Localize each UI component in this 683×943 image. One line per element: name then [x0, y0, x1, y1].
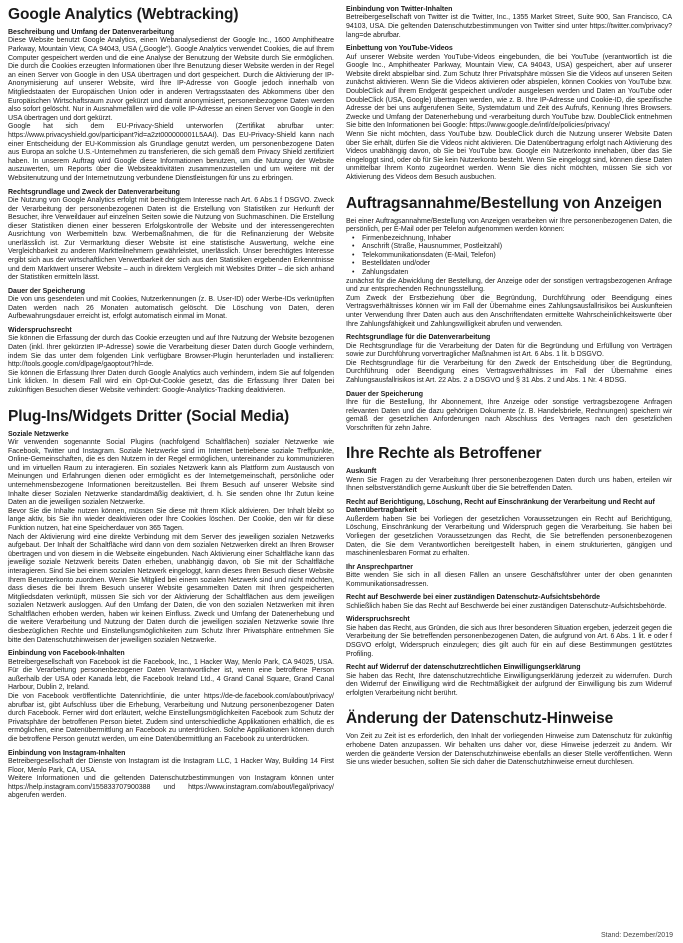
subheading: Rechtsgrundlage und Zweck der Datenverarbeitung	[8, 188, 180, 196]
subheading: Dauer der Speicherung	[8, 287, 86, 295]
left-column	[8, 6, 334, 801]
subheading: Ihr Ansprechpartner	[346, 563, 414, 571]
section-title-rechte: Ihre Rechte als Betroffener	[346, 445, 542, 463]
paragraph: Weitere Informationen und die geltenden Datenschutzbestimmungen von Instagram können unter https://help.instagram.com/155833707900388 und https://www.instagram.com/about/legal/privacy/ abgerufen werden.	[8, 775, 334, 800]
paragraph: Diese Website benutzt Google Analytics, einen Webanalysedienst der Google Inc., 1600 Amphitheatre Parkway, Mountain View, CA 94043, USA („Google"). Google Analytics verwendet Cookies, die auf Ihrem Computer gespeichert werden und die eine Analyse der Benutzung der Website durch Sie ermöglichen. Die durch die Cookies erzeugten Informationen über Ihre Benutzung dieser Website werden in der Regel an einen Server von Google in den USA übertragen und dort gespeichert. Durch die Aktivierung der IP-Anonymisierung auf unserer Website, wird Ihre IP-Adresse von Google jedoch innerhalb von Mitgliedstaaten der Europäischen Union oder in anderen Vertragsstaaten des Abkommens über den Europäischen Wirtschaftsraum zuvor gekürzt und damit anonymisiert, personenbezogene Daten werden also sofort gelöscht. Nur in Ausnahmefällen wird die volle IP-Adresse an einen Server von Google in den USA übertragen und dort gekürzt.	[8, 37, 334, 122]
paragraph: Sie können die Erfassung Ihrer Daten durch Google Analytics auch verhindern, indem Sie auf folgenden Link klicken. In diesem Fall wird ein Opt-Out-Cookie gesetzt, das die Erfassung Ihrer Daten bei zukünftigen Besuchen dieser Website verhindert: Google-Analytics-Tracking deaktivieren.	[8, 369, 334, 394]
subheading: Widerspruchsrecht	[346, 616, 410, 624]
paragraph: Bitte wenden Sie sich in all diesen Fällen an unsere Geschäftsführer unter der oben genannten Kommunikationsadressen.	[346, 572, 672, 588]
paragraph: Sie können die Erfassung der durch das Cookie erzeugten und auf Ihre Nutzung der Website bezogenen Daten (inkl. Ihrer gekürzten IP-Adresse) sowie die Verarbeitung dieser Daten durch Google verhindern, indem Sie das unter dem folgenden Link verfügbare Browser-Plugin herunterladen und installieren: http://tools.google.com/dlpage/gaoptout?hl=de.	[8, 335, 334, 369]
paragraph: Google hat sich dem EU-Privacy-Shield unterworfen (Zertifikat abrufbar unter: https://www.privacyshield.gov/participant?id=a2zt000000001L5AAI). Das EU-Privacy-Shield kann nach einer Entscheidung der EU-Kommission als Grundlage genutzt werden, um personenbezogene Daten aus Europa an solche U.S.-Unternehmen zu transferieren, die sich gemäß dem Privacy Shield zertifiziert haben. In unserem Auftrag wird Google diese Informationen benutzen, um die Nutzung der Website auszuwerten, um Reports über die Websiteaktivitäten zusammenzustellen und um weitere mit der Websitenutzung und der Internetnutzung verbundene Dienstleistungen für uns zu erbringen.	[8, 123, 334, 182]
section-title-social-media: Plug-Ins/Widgets Dritter (Social Media)	[8, 407, 290, 425]
section-title-auftragsannahme: Auftragsannahme/Bestellung von Anzeigen	[346, 194, 662, 212]
revision-date: Stand: Dezember/2019	[601, 932, 673, 939]
right-column	[346, 6, 672, 768]
paragraph: Die von uns gesendeten und mit Cookies, Nutzerkennungen (z. B. User-ID) oder Werbe-IDs verknüpften Daten werden nach 26 Monaten automatisch gelöscht. Die Löschung von Daten, deren Aufbewahrungsdauer erreicht ist, erfolgt automatisch einmal im Monat.	[8, 296, 334, 321]
paragraph: Betreibergesellschaft von Twitter ist die Twitter, Inc., 1355 Market Street, Suite 900, San Francisco, CA 94103, USA. Die geltenden Datenschutzbestimmungen von Twitter sind unter https://twitter.com/privacy?lang=de abrufbar.	[346, 14, 672, 39]
paragraph: Die Rechtsgrundlage für die Verarbeitung der Daten für die Begründung und Erfüllung von Verträgen sowie zur Durchführung vorvertraglicher Maßnahmen ist Art. 6 Abs. 1 lit. b DSGVO.	[346, 342, 672, 359]
subheading: Beschreibung und Umfang der Datenverarbeitung	[8, 29, 175, 36]
subheading: Einbettung von YouTube-Videos	[346, 45, 453, 53]
subheading: Rechtsgrundlage für die Datenverarbeitung	[346, 334, 491, 342]
paragraph: zunächst für die Abwicklung der Bestellung, der Anzeige oder der sonstigen vertragsbezogenen Anfrage und zur entsprechenden Rechnungsstellung.	[346, 277, 672, 294]
subheading: Soziale Netzwerke	[8, 430, 69, 438]
paragraph: Nach der Aktivierung wird eine direkte Verbindung mit dem Server des jeweiligen sozialen Netzwerks aufgebaut. Der Inhalt der Schaltfläche wird dann von dem sozialen Netzwerken direkt an Ihren Browser übertragen und von diesem in die Webseite eingebunden. Nach Aktivierung einer Schaltfläche kann das jeweilige soziale Netzwerk bereits Daten erheben, unabhängig davon, ob Sie mit der Schaltfläche interagieren. Sind Sie bei einem sozialen Netzwerk eingeloggt, kann dieses Ihren Besuch dieser Website Ihrem Benutzerkonto zuordnen. Wenn Sie Mitglied bei einem sozialen Netzwerk sind und nicht möchten, dass dieses die bei Ihrem Besuch unserer Website gesammelten Daten mit Ihren gespeicherten Mitgliedsdaten verknüpft, müssen Sie sich vor der Aktivierung der Schaltflächen aus dem jeweiligen sozialen Netzwerk ausloggen. Auf den Umfang der Daten, die von den sozialen Netzwerken mit ihren Schaltflächen erhoben werden, haben wir keinen Einfluss. Zweck und Umfang der Datenerhebung und die weitere Verarbeitung und Nutzung der Daten durch die jeweiligen sozialen Netzwerke sowie Ihre diesbezüglichen Rechte und Einstellungsmöglichkeiten zum Schutz Ihrer Privatsphäre entnehmen Sie bitte den Datenschutzhinweisen der jeweiligen sozialen Netzwerke.	[8, 533, 334, 644]
data-category-list	[346, 235, 672, 278]
paragraph: Wenn Sie Fragen zu der Verarbeitung Ihrer personenbezogenen Daten durch uns haben, erteilen wir Ihnen selbstverständlich gerne Auskunft über die Sie betreffenden Daten.	[346, 476, 672, 493]
subheading: Recht auf Widerruf der datenschutzrechtlichen Einwilligungserklärung	[346, 664, 581, 672]
paragraph: Wenn Sie nicht möchten, dass YouTube bzw. DoubleClick durch die Nutzung unserer Website Daten über Sie erhält, dürfen Sie die Videos nicht aktivieren. Die Datenübertragung erfolgt nach Aktivierung des Videos unabhängig davon, ob Sie bei YouTube bzw. Google ein Nutzerkonto innehaben, über das Sie eingeloggt sind, oder ob für Sie kein Nutzerkonto besteht. Wenn Sie eingeloggt sind, können diese Daten unmittelbar Ihrem Konto zugeordnet werden. Wenn Sie dies nicht möchten, müssen Sie sich vor Aktivierung des Videos dem Besuch ausbuchen.	[346, 130, 672, 181]
paragraph: Sie haben das Recht, Ihre datenschutzrechtliche Einwilligungserklärung jederzeit zu widerrufen. Durch den Widerruf der Einwilligung wird die Rechtmäßigkeit der aufgrund der Einwilligung bis zum Widerruf erfolgten Verarbeitung nicht berührt.	[346, 672, 672, 697]
paragraph: Ihre für die Bestellung, Ihr Abonnement, Ihre Anzeige oder sonstige vertragsbezogene Anfragen relevanten Daten und die dazu gehörigen Dokumente (z. B. Handelsbriefe, Rechnungen) speichern wir gemäß der gesetzlichen Anforderungen nach Abschluss des Vertrages nach den gesetzlichen Vorschriften für zehn Jahre.	[346, 399, 672, 432]
subheading: Widerspruchsrecht	[8, 327, 72, 335]
paragraph: Bevor Sie die Inhalte nutzen können, müssen Sie diese mit Ihrem Klick aktivieren. Der Inhalt bleibt so lange aktiv, bis Sie ihn wieder deaktivieren oder Ihre Cookies löschen. Der Cookie, den wir für diese Funktion nutzen, hat eine Speicherdauer von 365 Tagen.	[8, 507, 334, 532]
subheading: Recht auf Beschwerde bei einer zuständigen Datenschutz-Aufsichtsbehörde	[346, 594, 600, 602]
list-item: • Anschrift (Straße, Hausnummer, Postleitzahl)	[362, 243, 672, 252]
paragraph: Wir verwenden sogenannte Social Plugins (nachfolgend Schaltflächen) sozialer Netzwerke wie Facebook, Twitter und Instagram. Soziale Netzwerke sind im Internet betriebene soziale Treffpunkte, Online-Gemeinschaften, die es den Nutzern in der Regel ermöglichen, untereinander zu kommunizieren und im virtuellen Raum zu interagieren. Ein soziales Netzwerk kann als Plattform zum Austausch von Meinungen und Erfahrungen dienen oder ermöglicht es der Internetgemeinschaft, persönliche oder unternehmensbezogene Informationen bereitzustellen. Bei Ihrem Besuch auf unserer Website sind Inhalte dieser Sozialen Netzwerke standardmäßig deaktiviert, d. h. Sie senden ohne Ihr Zutun keine Daten an die jeweiligen sozialen Netzwerke.	[8, 439, 334, 507]
paragraph: Schließlich haben Sie das Recht auf Beschwerde bei einer zuständigen Datenschutz-Aufsichtsbehörde.	[346, 602, 667, 610]
subheading: Einbindung von Facebook-Inhalten	[8, 650, 125, 658]
list-item: • Firmenbezeichnung, Inhaber	[362, 235, 672, 244]
paragraph: Sie haben das Recht, aus Gründen, die sich aus Ihrer besonderen Situation ergeben, jederzeit gegen die Verarbeitung der Sie betreffenden personenbezogenen Daten, die aufgrund von Art. 6 Abs. 1 lit. e oder f DSGVO erfolgt, Widerspruch einzulegen; dies gilt auch für ein auf diese Bestimmungen gestütztes Profiling.	[346, 624, 672, 658]
paragraph: Auf unserer Website werden YouTube-Videos eingebunden, die bei YouTube (verantwortlich ist die Google Inc., Amphitheater Parkway, Mountain View, CA 94043, USA) gespeichert, aber auf unserer Website direkt abspielbar sind. Zum Schutz Ihrer Privatsphäre müssen Sie die Videos auf unseren Seiten zunächst aktivieren. Wenn Sie die Videos aktivieren oder abspielen, können Cookies von YouTube bzw. DoubleClick auf Ihrem Endgerät gespeichert und/oder ausgelesen werden und Daten an YouTube oder DoubleClick (USA, Google) übertragen werden, wie z. B. Ihre IP-Adresse und Cookie-ID, die spezifische Adresse der bei uns aufgerufenen Seite, Systemdatum und Zeit des Aufrufs, Kennung Ihres Browsers. Zwecke und Umfang der Datenerhebung und -verarbeitung durch YouTube bzw. DoubleClick entnehmen Sie bitte den Informationen bei Google: https://www.google.de/intl/de/policies/privacy/	[346, 53, 672, 130]
list-item: • Telekommunikationsdaten (E-Mail, Telefon)	[362, 252, 672, 261]
paragraph: Betreibergesellschaft von Facebook ist die Facebook, Inc., 1 Hacker Way, Menlo Park, CA 94025, USA. Für die Verarbeitung personenbezogener Daten Verantwortlicher ist, wenn eine betroffene Person außerhalb der USA oder Kanada lebt, die Facebook Ireland Ltd., 4 Grand Canal Square, Grand Canal Harbour, Dublin 2, Ireland.	[8, 658, 334, 692]
paragraph: Bei einer Auftragsannahme/Bestellung von Anzeigen verarbeiten wir Ihre personenbezogenen Daten, die persönlich, per E-Mail oder per Telefon aufgenommen werden können:	[346, 217, 672, 234]
subheading: Dauer der Speicherung	[346, 390, 424, 398]
subheading: Einbindung von Twitter-Inhalten	[346, 6, 453, 13]
subheading: Auskunft	[346, 468, 377, 476]
subheading: Recht auf Berichtigung, Löschung, Recht auf Einschränkung der Verarbeitung und Recht auf Datenübertragbarkeit	[346, 498, 655, 515]
section-title-aenderung: Änderung der Datenschutz-Hinweise	[346, 710, 614, 728]
paragraph: Von Zeit zu Zeit ist es erforderlich, den Inhalt der vorliegenden Hinweise zum Datenschutz für zukünftig erhobene Daten anzupassen. Wir behalten uns daher vor, diese Hinweise jederzeit zu ändern. Wir werden die geänderte Version der Datenschutzhinweise ebenfalls an dieser Stelle veröffentlichen. Wenn Sie uns wieder besuchen, sollten Sie sich daher die Datenschutzhinweise erneut durchlesen.	[346, 733, 672, 767]
section-title-google-analytics: Google Analytics (Webtracking)	[8, 6, 239, 23]
paragraph: Betreibergesellschaft der Dienste von Instagram ist die Instagram LLC, 1 Hacker Way, Building 14 First Floor, Menlo Park, CA, USA.	[8, 758, 334, 774]
list-item: • Bestelldaten und/oder	[362, 260, 672, 269]
paragraph: Die Rechtsgrundlage für die Verarbeitung für den Zweck der Entscheidung über die Begründung, Durchführung oder Beendigung eines Vertragsverhältnisses im Fall der Übernahme eines Zahlungsausfallrisikos ist Art. 22 Abs. 2 a DSGVO und § 31 Abs. 2 und Abs. 1 Nr. 4 BDSG.	[346, 359, 672, 384]
paragraph: Zum Zweck der Erstbeziehung über die Begründung, Durchführung oder Beendigung eines Vertragsverhältnisses können wir im Fall der Übernahme eines Zahlungsausfallrisikos bei Auskunfteien unter Verwendung Ihrer Daten auch aus den Anschriftendaten ermittelte Wahrscheinlichkeitswerte über Ihre Zahlungsfähigkeit und Zahlungswilligkeit abrufen und verwenden.	[346, 294, 672, 328]
subheading: Einbindung von Instagram-Inhalten	[8, 749, 126, 757]
paragraph: Außerdem haben Sie bei Vorliegen der gesetzlichen Voraussetzungen ein Recht auf Berichtigung, Löschung, Einschränkung der Verarbeitung und Widerspruch gegen die Verarbeitung. Sie haben bei Vorliegen der gesetzlichen Voraussetzungen das Recht, die Sie betreffenden personenbezogenen Daten, die Sie dem Verantwortlichen bereitgestellt haben, in einem strukturierten, gängigen und maschinenlesbaren Format zu erhalten.	[346, 515, 672, 558]
paragraph: Die von Facebook veröffentlichte Datenrichtlinie, die unter https://de-de.facebook.com/about/privacy/ abrufbar ist, gibt Aufschluss über die Erhebung, Verarbeitung und Nutzung personenbezogener Daten durch Facebook. Ferner wird dort erläutert, welche Einstellungsmöglichkeiten Facebook zum Schutz der Privatsphäre der betroffenen Person bietet. Zudem sind unterschiedliche Applikationen erhältlich, die es ermöglichen, eine Datenübermittlung an Facebook zu unterdrücken. Solche Applikationen können durch die betroffene Person genutzt werden, um eine Datenübermittlung an Facebook zu unterdrücken.	[8, 693, 334, 743]
paragraph: Die Nutzung von Google Analytics erfolgt mit berechtigtem Interesse nach Art. 6 Abs.1 f DSGVO. Zweck der Verarbeitung der personenbezogenen Daten ist die Erstellung von Statistiken zur Herkunft der Besucher, ihre Verweildauer auf einzelnen Seiten sowie die Nutzung von Suchmaschinen. Die Erstellung dieser Statistiken dienen einer besseren Erfolgskontrolle der Website und der interessengerechten Ausrichtung von Werbemitteln bzw. Werbemaßnahmen, die für die Refinanzierung der Website unerlässlich ist. Zur Vermarktung dieser Website ist eine statistische Auswertung, welche eine Vergleichbarkeit zu anderen Marktteilnehmern gewährleistet, unerlässlich. Unser berechtigtes Interesse ergibt sich aus der wirtschaftlichen Verwertbarkeit der sich aus den Statistiken ergebenden Erkenntnisse und dem Marktwert unserer Website – auch in direktem Vergleich mit Websites Dritter – die sich anhand der Statistiken ermitteln lässt.	[8, 196, 334, 282]
list-item: • Zahlungsdaten	[362, 269, 672, 278]
